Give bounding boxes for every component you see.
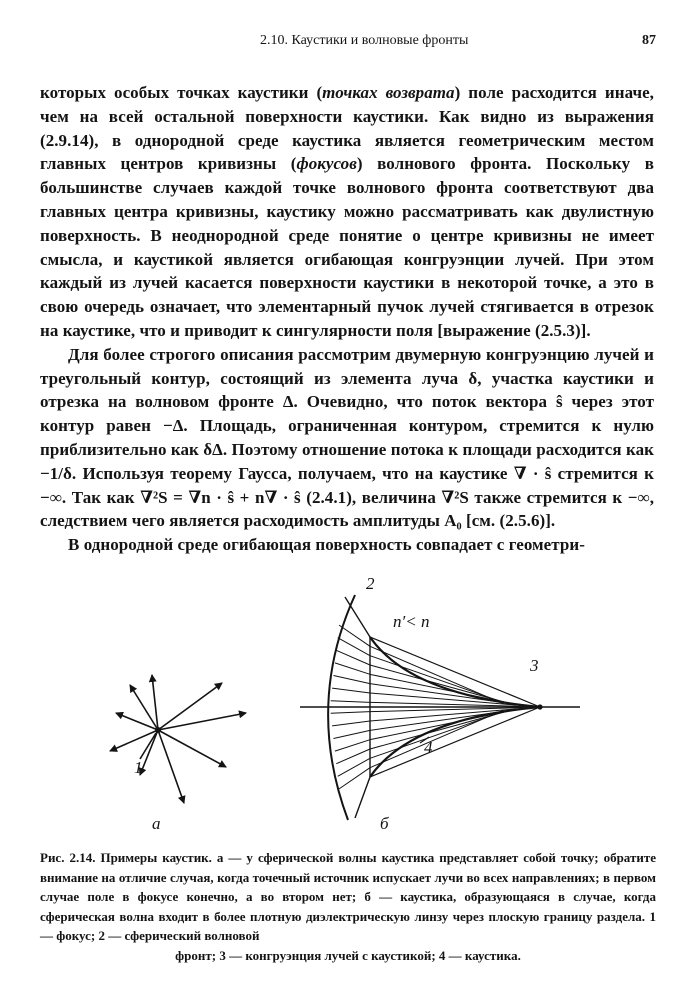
running-header: [40, 33, 656, 55]
diagram-a-point-source: [110, 675, 246, 803]
p1-text-c: ) поле расходится иначе, чем на всей остальной поверхности каустики. Как видно из выражения (2.9.14), в однородной среде каустика является геометрическим местом главных центров кривизны (: [40, 83, 654, 174]
incident-ray: [334, 730, 371, 738]
ray-outside-upper: [345, 597, 370, 637]
incident-ray: [339, 768, 370, 789]
figure-caption: [40, 848, 656, 965]
label-3: 3: [530, 656, 539, 675]
refracted-ray: [370, 710, 504, 768]
p1-text-a: которых особых точках каустики (: [40, 83, 323, 102]
incident-ray: [335, 740, 370, 751]
main-text: [40, 81, 654, 557]
incident-ray: [335, 663, 370, 674]
incident-ray: [334, 676, 371, 684]
ray-arrow: [158, 730, 184, 803]
label-1: 1: [134, 758, 143, 777]
figure-2-14: [80, 565, 600, 840]
caption-body: Рис. 2.14. Примеры каустик. а — у сферической волны каустика представляет собой точку; обратите внимание на отличие случая, когда точечный источник испускает лучи во всех направлениях; в первом случае поле в фокусе конечно, а во втором нет; б — каустика, образующаяся в случае, когда сферическая волна входит в более плотную диэлектрическую линзу через плоскую границу раздела. 1 — фокус; 2 — сферический волновой: [40, 850, 656, 943]
ray-arrow: [116, 713, 158, 730]
refractive-index-label: n′< n: [393, 612, 430, 631]
label-2: 2: [366, 574, 375, 593]
focus-point: [155, 727, 161, 733]
label-b: б: [380, 814, 389, 833]
incident-ray: [331, 701, 370, 703]
ray-arrow: [158, 730, 226, 767]
term-foci: фокусов: [296, 154, 357, 174]
incident-ray: [331, 712, 370, 714]
ray-arrow: [158, 713, 246, 730]
ray-arrow: [158, 683, 222, 730]
section-title: 2.10. Каустики и волновые фронты: [260, 33, 469, 48]
p1-text-e: ) волнового фронта. Поскольку в большинстве случаев каждой точке волнового фронта соответствуют два главных центра кривизны, каустику можно рассматривать как двулистную поверхность. В неоднородной среде понятие о центре кривизны не имеет смысла, и каустикой является огибающая конгруэнции лучей. При этом каждый из лучей касается поверхности каустики в некоторой точке, а это в свою очередь означает, что элементарный пучок лучей стягивается в отрезок на каустике, что и приводит к сингулярности поля [выражение (2.5.3)].: [40, 154, 654, 340]
page-number: 87: [642, 33, 656, 48]
paragraph-3: В однородной среде огибающая поверхность совпадает с геометри-: [68, 535, 585, 555]
label-4: 4: [424, 738, 433, 757]
focus-point-b: [537, 704, 542, 709]
term-cusp-points: точках возврата: [322, 83, 455, 102]
caustics-diagram: [80, 565, 600, 840]
caption-last-line: фронт; 3 — конгруэнция лучей с каустикой; 4 — каустика.: [175, 947, 521, 963]
paragraph-1: [40, 81, 654, 343]
incident-ray: [332, 721, 370, 726]
label-a: а: [152, 814, 161, 833]
ray-outside-lower: [355, 777, 370, 818]
incident-ray: [332, 688, 370, 693]
paragraph-2: Для более строгого описания рассмотрим двумерную конгруэнцию лучей и треугольный контур, состоящий из элемента луча δ, участка каустики и отрезка на волновом фронте Δ. Очевидно, что поток вектора ŝ через этот контур равен −Δ. Площадь, ограниченная контуром, стремится к нулю приблизительно как δΔ. Поэтому отношение потока к площади расходится как −1/δ. Используя теорему Гаусса, получаем, что на каустике ∇ · ŝ стремится к −∞. Так как ∇²S = ∇n · ŝ + n∇ · ŝ (2.4.1), величина ∇²S также стремится к −∞, следствием чего является расходимость амплитуды A₀ [см. (2.5.6)].: [40, 344, 654, 531]
